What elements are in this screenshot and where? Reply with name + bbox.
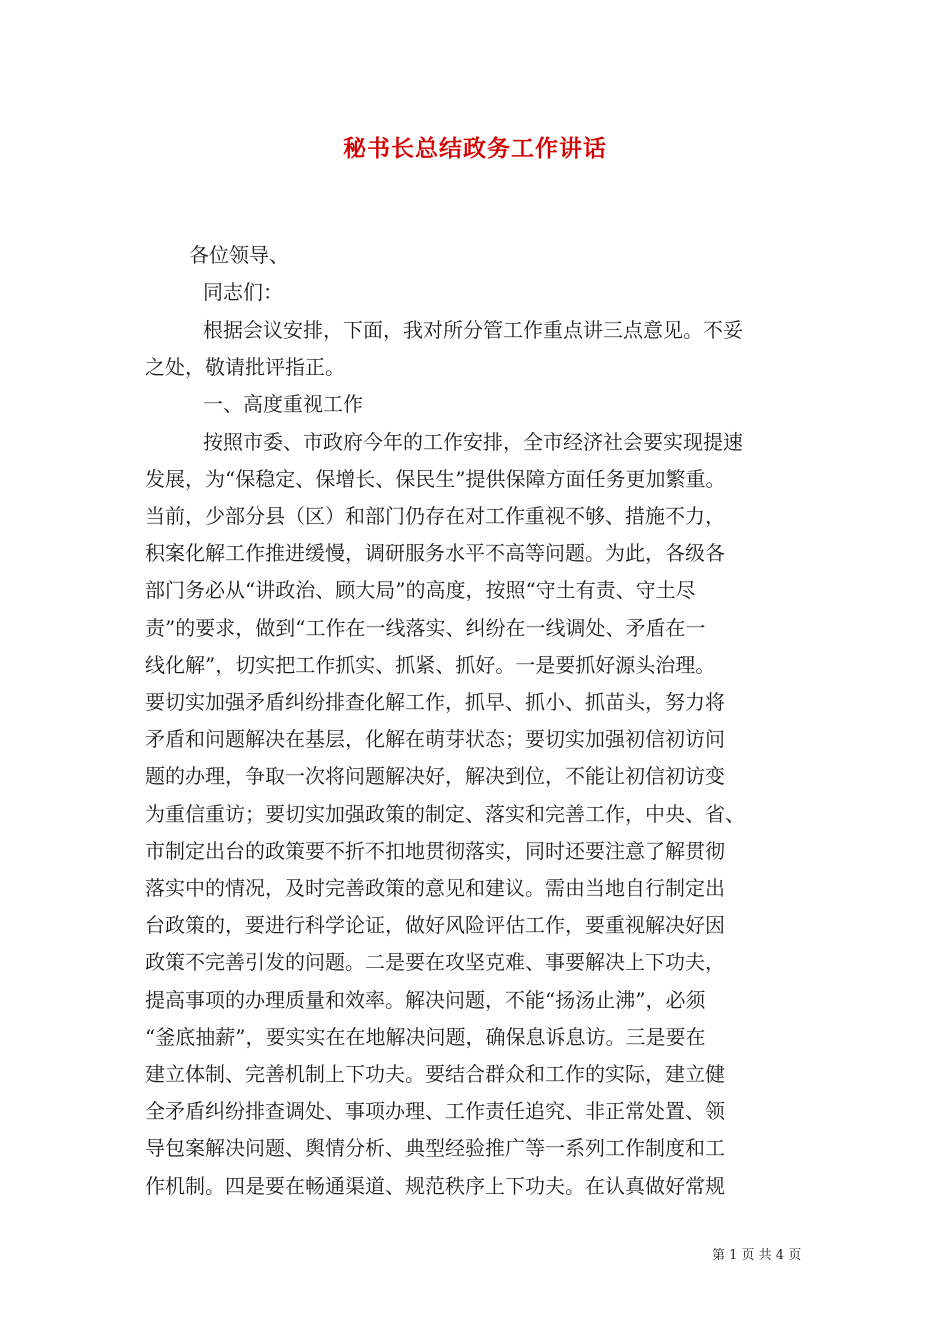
body-line: 一、高度重视工作 [203,392,363,417]
body-line: 导包案解决问题、舆情分析、典型经验推广等一系列工作制度和工 [145,1136,725,1161]
body-line: 当前，少部分县（区）和部门仍存在对工作重视不够、措施不力， [145,504,725,528]
body-line: 积案化解工作推进缓慢，调研服务水平不高等问题。为此，各级各 [145,541,725,566]
body-line: 政策不完善引发的问题。二是要在攻坚克难、事要解决上下功夫， [145,950,725,975]
salutation-line-2: 同志们： [203,280,283,304]
body-line: 要切实加强矛盾纠纷排查化解工作，抓早、抓小、抓苗头，努力将 [145,690,725,714]
body-line: 建立体制、完善机制上下功夫。要结合群众和工作的实际，建立健 [145,1062,725,1086]
body-line: 提高事项的办理质量和效率。解决问题，不能“扬汤止沸”，必须 [145,987,706,1012]
body-line: 台政策的，要进行科学论证，做好风险评估工作，要重视解决好因 [145,913,725,938]
body-line: 之处，敬请批评指正。 [145,355,345,380]
document-title: 秘书长总结政务工作讲话 [343,135,607,162]
body-line: 为重信重访；要切实加强政策的制定、落实和完善工作，中央、省、 [145,801,745,826]
body-line: 市制定出台的政策要不折不扣地贯彻落实，同时还要注意了解贯彻 [145,838,725,863]
body-line: 全矛盾纠纷排查调处、事项办理、工作责任追究、非正常处置、领 [145,1099,725,1124]
body-line: 根据会议安排，下面，我对所分管工作重点讲三点意见。不妥 [203,318,743,342]
body-line: 按照市委、市政府今年的工作安排，全市经济社会要实现提速 [203,429,743,454]
page-number-footer: 第 1 页 共 4 页 [712,1248,802,1263]
body-line: 部门务必从“讲政治、顾大局”的高度，按照“守土有责、守土尽 [145,578,696,603]
body-line: 矛盾和问题解决在基层，化解在萌芽状态；要切实加强初信初访问 [145,727,725,752]
salutation-line-1: 各位领导、 [189,243,289,267]
body-line: 题的办理，争取一次将问题解决好，解决到位，不能让初信初访变 [145,764,725,789]
body-line: “釜底抽薪”，要实实在在地解决问题，确保息诉息访。三是要在 [145,1024,706,1049]
body-line: 发展，为“保稳定、保增长、保民生”提供保障方面任务更加繁重。 [145,466,726,491]
body-line: 责”的要求，做到“工作在一线落实、纠纷在一线调处、矛盾在一 [145,615,706,640]
body-line: 线化解”，切实把工作抓实、抓紧、抓好。一是要抓好源头治理。 [145,652,716,677]
body-line: 落实中的情况，及时完善政策的意见和建议。需由当地自行制定出 [145,876,725,900]
body-line: 作机制。四是要在畅通渠道、规范秩序上下功夫。在认真做好常规 [145,1173,725,1198]
